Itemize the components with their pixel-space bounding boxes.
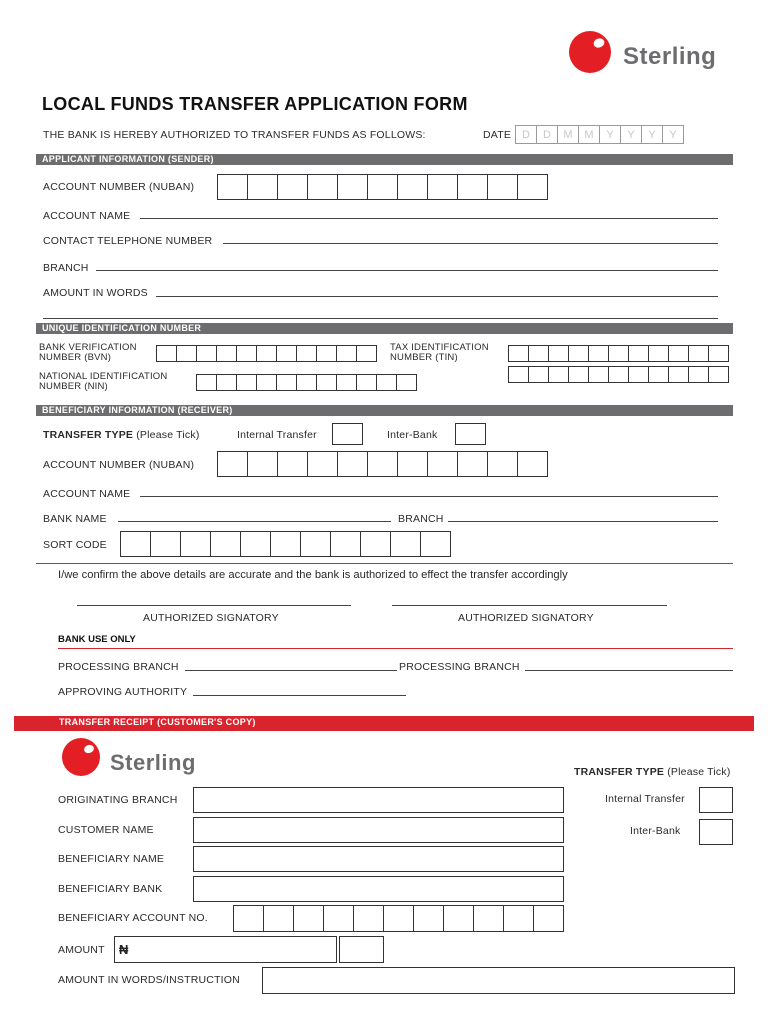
- internal-transfer-label: Internal Transfer: [237, 429, 317, 441]
- tin-label: [390, 343, 489, 363]
- digit-box[interactable]: [293, 905, 324, 932]
- digit-box[interactable]: [336, 345, 357, 362]
- transfer-type-label: [43, 429, 200, 441]
- digit-box[interactable]: [397, 174, 428, 200]
- beneficiary-section-header: BENEFICIARY INFORMATION (RECEIVER): [36, 405, 733, 416]
- sender-account-name-line[interactable]: [140, 218, 718, 219]
- sterling-logo-mark-icon: [56, 737, 106, 777]
- processing-branch-line-1[interactable]: [185, 670, 397, 671]
- sterling-logo-receipt: [56, 737, 226, 777]
- digit-box[interactable]: [247, 451, 278, 477]
- date-month-1[interactable]: M: [557, 125, 579, 144]
- receiver-account-name-label: ACCOUNT NAME: [43, 488, 131, 500]
- inter-bank-label: Inter-Bank: [387, 429, 438, 441]
- bvn-boxes[interactable]: [156, 345, 377, 362]
- digit-box[interactable]: [397, 451, 428, 477]
- date-year-1[interactable]: Y: [599, 125, 621, 144]
- digit-box[interactable]: [427, 451, 458, 477]
- digit-box[interactable]: [217, 174, 248, 200]
- receipt-inter-bank-checkbox[interactable]: [699, 819, 733, 845]
- digit-box[interactable]: [708, 345, 729, 362]
- digit-box[interactable]: [473, 905, 504, 932]
- digit-box[interactable]: [247, 174, 278, 200]
- digit-box[interactable]: [316, 345, 337, 362]
- tin-boxes-row2[interactable]: [508, 366, 729, 383]
- processing-branch-label-1: PROCESSING BRANCH: [58, 661, 179, 673]
- digit-box[interactable]: [196, 374, 217, 391]
- digit-box[interactable]: [277, 451, 308, 477]
- digit-box[interactable]: [396, 374, 417, 391]
- digit-box[interactable]: [648, 366, 669, 383]
- amount-field[interactable]: [114, 936, 337, 963]
- signature-line-1[interactable]: [77, 605, 351, 606]
- digit-box[interactable]: [517, 174, 548, 200]
- digit-box[interactable]: [356, 345, 377, 362]
- digit-box[interactable]: [588, 366, 609, 383]
- originating-branch-label: ORIGINATING BRANCH: [58, 794, 178, 806]
- receiver-account-number-label: ACCOUNT NUMBER (NUBAN): [43, 459, 195, 471]
- internal-transfer-checkbox[interactable]: [332, 423, 363, 445]
- digit-box[interactable]: [236, 345, 257, 362]
- receiver-branch-line[interactable]: [448, 521, 718, 522]
- date-month-2[interactable]: M: [578, 125, 600, 144]
- digit-box[interactable]: [263, 905, 294, 932]
- receiver-account-number-boxes[interactable]: [217, 451, 548, 477]
- digit-box[interactable]: [360, 531, 391, 557]
- tin-boxes-row1[interactable]: [508, 345, 729, 362]
- digit-box[interactable]: [196, 345, 217, 362]
- digit-box[interactable]: [300, 531, 331, 557]
- nin-label: [39, 372, 167, 392]
- approving-authority-line[interactable]: [193, 695, 406, 696]
- beneficiary-bank-field[interactable]: [193, 876, 564, 902]
- date-label: DATE: [483, 129, 512, 141]
- digit-box[interactable]: [276, 345, 297, 362]
- customer-name-field[interactable]: [193, 817, 564, 843]
- contact-telephone-line[interactable]: [223, 243, 718, 244]
- digit-box[interactable]: [337, 174, 368, 200]
- digit-box[interactable]: [150, 531, 181, 557]
- amount-in-words-instruction-label: AMOUNT IN WORDS/INSTRUCTION: [58, 974, 240, 986]
- nin-boxes[interactable]: [196, 374, 417, 391]
- amount-label: AMOUNT: [58, 944, 105, 956]
- date-day-2[interactable]: D: [536, 125, 558, 144]
- sterling-logo-top: [566, 30, 736, 75]
- digit-box[interactable]: [367, 451, 398, 477]
- digit-box[interactable]: [608, 366, 629, 383]
- digit-box[interactable]: [176, 345, 197, 362]
- digit-box[interactable]: [608, 345, 629, 362]
- digit-box[interactable]: [216, 374, 237, 391]
- sort-code-boxes[interactable]: [120, 531, 451, 557]
- beneficiary-name-label: BENEFICIARY NAME: [58, 853, 165, 865]
- digit-box[interactable]: [356, 374, 377, 391]
- receipt-please-tick-note: (Please Tick): [667, 766, 731, 778]
- digit-box[interactable]: [548, 366, 569, 383]
- digit-box[interactable]: [528, 345, 549, 362]
- tin-label-line1: TAX IDENTIFICATION: [390, 342, 489, 353]
- digit-box[interactable]: [180, 531, 211, 557]
- digit-box[interactable]: [487, 451, 518, 477]
- digit-box[interactable]: [568, 345, 589, 362]
- transfer-type-title: TRANSFER TYPE: [43, 429, 134, 441]
- digit-box[interactable]: [307, 451, 338, 477]
- beneficiary-name-field[interactable]: [193, 846, 564, 872]
- digit-box[interactable]: [528, 366, 549, 383]
- digit-box[interactable]: [156, 345, 177, 362]
- sort-code-label: SORT CODE: [43, 539, 107, 551]
- digit-box[interactable]: [276, 374, 297, 391]
- sender-account-name-label: ACCOUNT NAME: [43, 210, 131, 222]
- sterling-wordmark: Sterling: [623, 43, 717, 70]
- contact-telephone-label: CONTACT TELEPHONE NUMBER: [43, 235, 213, 247]
- bank-name-line[interactable]: [118, 521, 391, 522]
- amount-in-words-label: AMOUNT IN WORDS: [43, 287, 148, 299]
- digit-box[interactable]: [508, 345, 529, 362]
- uin-section-header: UNIQUE IDENTIFICATION NUMBER: [36, 323, 733, 334]
- digit-box[interactable]: [376, 374, 397, 391]
- digit-box[interactable]: [628, 366, 649, 383]
- confirmation-statement: I/we confirm the above details are accurate and the bank is authorized to effect the transfer accordingly: [58, 569, 568, 581]
- digit-box[interactable]: [367, 174, 398, 200]
- authorized-signatory-label-2: AUTHORIZED SIGNATORY: [458, 612, 594, 624]
- digit-box[interactable]: [457, 451, 488, 477]
- digit-box[interactable]: [236, 374, 257, 391]
- bank-use-divider: [58, 648, 733, 649]
- date-day-1[interactable]: D: [515, 125, 537, 144]
- digit-box[interactable]: [487, 174, 518, 200]
- receiver-branch-label: BRANCH: [398, 513, 444, 525]
- form-title: LOCAL FUNDS TRANSFER APPLICATION FORM: [42, 94, 468, 114]
- sender-branch-line[interactable]: [96, 270, 718, 271]
- digit-box[interactable]: [420, 531, 451, 557]
- digit-box[interactable]: [708, 366, 729, 383]
- section-divider-red: [36, 563, 733, 564]
- digit-box[interactable]: [270, 531, 301, 557]
- receipt-section-header: TRANSFER RECEIPT (CUSTOMER'S COPY): [14, 716, 754, 731]
- digit-box[interactable]: [688, 366, 709, 383]
- beneficiary-account-label: BENEFICIARY ACCOUNT NO.: [58, 912, 208, 924]
- digit-box[interactable]: [628, 345, 649, 362]
- sterling-wordmark: Sterling: [110, 750, 196, 775]
- digit-box[interactable]: [588, 345, 609, 362]
- digit-box[interactable]: [216, 345, 237, 362]
- digit-box[interactable]: [336, 374, 357, 391]
- naira-sign: ₦: [119, 942, 129, 957]
- digit-box[interactable]: [383, 905, 414, 932]
- amount-in-words-instruction-field[interactable]: [262, 967, 735, 994]
- bvn-label-line1: BANK VERIFICATION: [39, 342, 137, 353]
- digit-box[interactable]: [517, 451, 548, 477]
- sender-branch-label: BRANCH: [43, 262, 89, 274]
- digit-box[interactable]: [457, 174, 488, 200]
- receiver-account-name-line[interactable]: [140, 496, 718, 497]
- bvn-label-line2: NUMBER (BVN): [39, 352, 112, 363]
- digit-box[interactable]: [668, 366, 689, 383]
- receipt-internal-transfer-checkbox[interactable]: [699, 787, 733, 813]
- sender-account-number-label: ACCOUNT NUMBER (NUBAN): [43, 181, 195, 193]
- date-year-3[interactable]: Y: [641, 125, 663, 144]
- date-boxes[interactable]: [516, 125, 684, 144]
- bank-use-only-title: BANK USE ONLY: [58, 634, 136, 645]
- amount-kobo-field[interactable]: [339, 936, 384, 963]
- processing-branch-line-2[interactable]: [525, 670, 733, 671]
- date-year-2[interactable]: Y: [620, 125, 642, 144]
- digit-box[interactable]: [688, 345, 709, 362]
- amount-in-words-line-2[interactable]: [43, 318, 718, 319]
- please-tick-note: (Please Tick): [136, 429, 200, 441]
- digit-box[interactable]: [316, 374, 337, 391]
- digit-box[interactable]: [390, 531, 421, 557]
- digit-box[interactable]: [548, 345, 569, 362]
- sterling-logo-mark-icon: [566, 30, 614, 74]
- digit-box[interactable]: [217, 451, 248, 477]
- beneficiary-bank-label: BENEFICIARY BANK: [58, 883, 163, 895]
- receipt-transfer-type-label: [574, 766, 731, 778]
- digit-box[interactable]: [277, 174, 308, 200]
- receipt-transfer-type-title: TRANSFER TYPE: [574, 766, 665, 778]
- nin-label-line2: NUMBER (NIN): [39, 381, 108, 392]
- digit-box[interactable]: [256, 374, 277, 391]
- receipt-internal-transfer-label: Internal Transfer: [605, 793, 685, 805]
- digit-box[interactable]: [568, 366, 589, 383]
- digit-box[interactable]: [508, 366, 529, 383]
- digit-box[interactable]: [443, 905, 474, 932]
- digit-box[interactable]: [240, 531, 271, 557]
- digit-box[interactable]: [668, 345, 689, 362]
- receipt-inter-bank-label: Inter-Bank: [630, 825, 681, 837]
- applicant-section-header: APPLICANT INFORMATION (SENDER): [36, 154, 733, 165]
- digit-box[interactable]: [323, 905, 354, 932]
- digit-box[interactable]: [120, 531, 151, 557]
- digit-box[interactable]: [330, 531, 361, 557]
- originating-branch-field[interactable]: [193, 787, 564, 813]
- digit-box[interactable]: [337, 451, 368, 477]
- date-year-4[interactable]: Y: [662, 125, 684, 144]
- tin-label-line2: NUMBER (TIN): [390, 352, 458, 363]
- sender-account-number-boxes[interactable]: [217, 174, 548, 200]
- authorized-signatory-label-1: AUTHORIZED SIGNATORY: [143, 612, 279, 624]
- digit-box[interactable]: [503, 905, 534, 932]
- digit-box[interactable]: [533, 905, 564, 932]
- beneficiary-account-boxes[interactable]: [233, 905, 564, 932]
- digit-box[interactable]: [648, 345, 669, 362]
- bvn-label: [39, 343, 137, 363]
- customer-name-label: CUSTOMER NAME: [58, 824, 154, 836]
- digit-box[interactable]: [353, 905, 384, 932]
- processing-branch-label-2: PROCESSING BRANCH: [399, 661, 520, 673]
- digit-box[interactable]: [256, 345, 277, 362]
- bank-name-label: BANK NAME: [43, 513, 107, 525]
- inter-bank-checkbox[interactable]: [455, 423, 486, 445]
- authorization-statement: THE BANK IS HEREBY AUTHORIZED TO TRANSFER FUNDS AS FOLLOWS:: [43, 129, 426, 141]
- amount-in-words-line[interactable]: [156, 296, 718, 297]
- digit-box[interactable]: [296, 374, 317, 391]
- digit-box[interactable]: [296, 345, 317, 362]
- digit-box[interactable]: [413, 905, 444, 932]
- digit-box[interactable]: [210, 531, 241, 557]
- signature-line-2[interactable]: [392, 605, 667, 606]
- digit-box[interactable]: [427, 174, 458, 200]
- nin-label-line1: NATIONAL IDENTIFICATION: [39, 371, 168, 382]
- digit-box[interactable]: [307, 174, 338, 200]
- approving-authority-label: APPROVING AUTHORITY: [58, 686, 188, 698]
- digit-box[interactable]: [233, 905, 264, 932]
